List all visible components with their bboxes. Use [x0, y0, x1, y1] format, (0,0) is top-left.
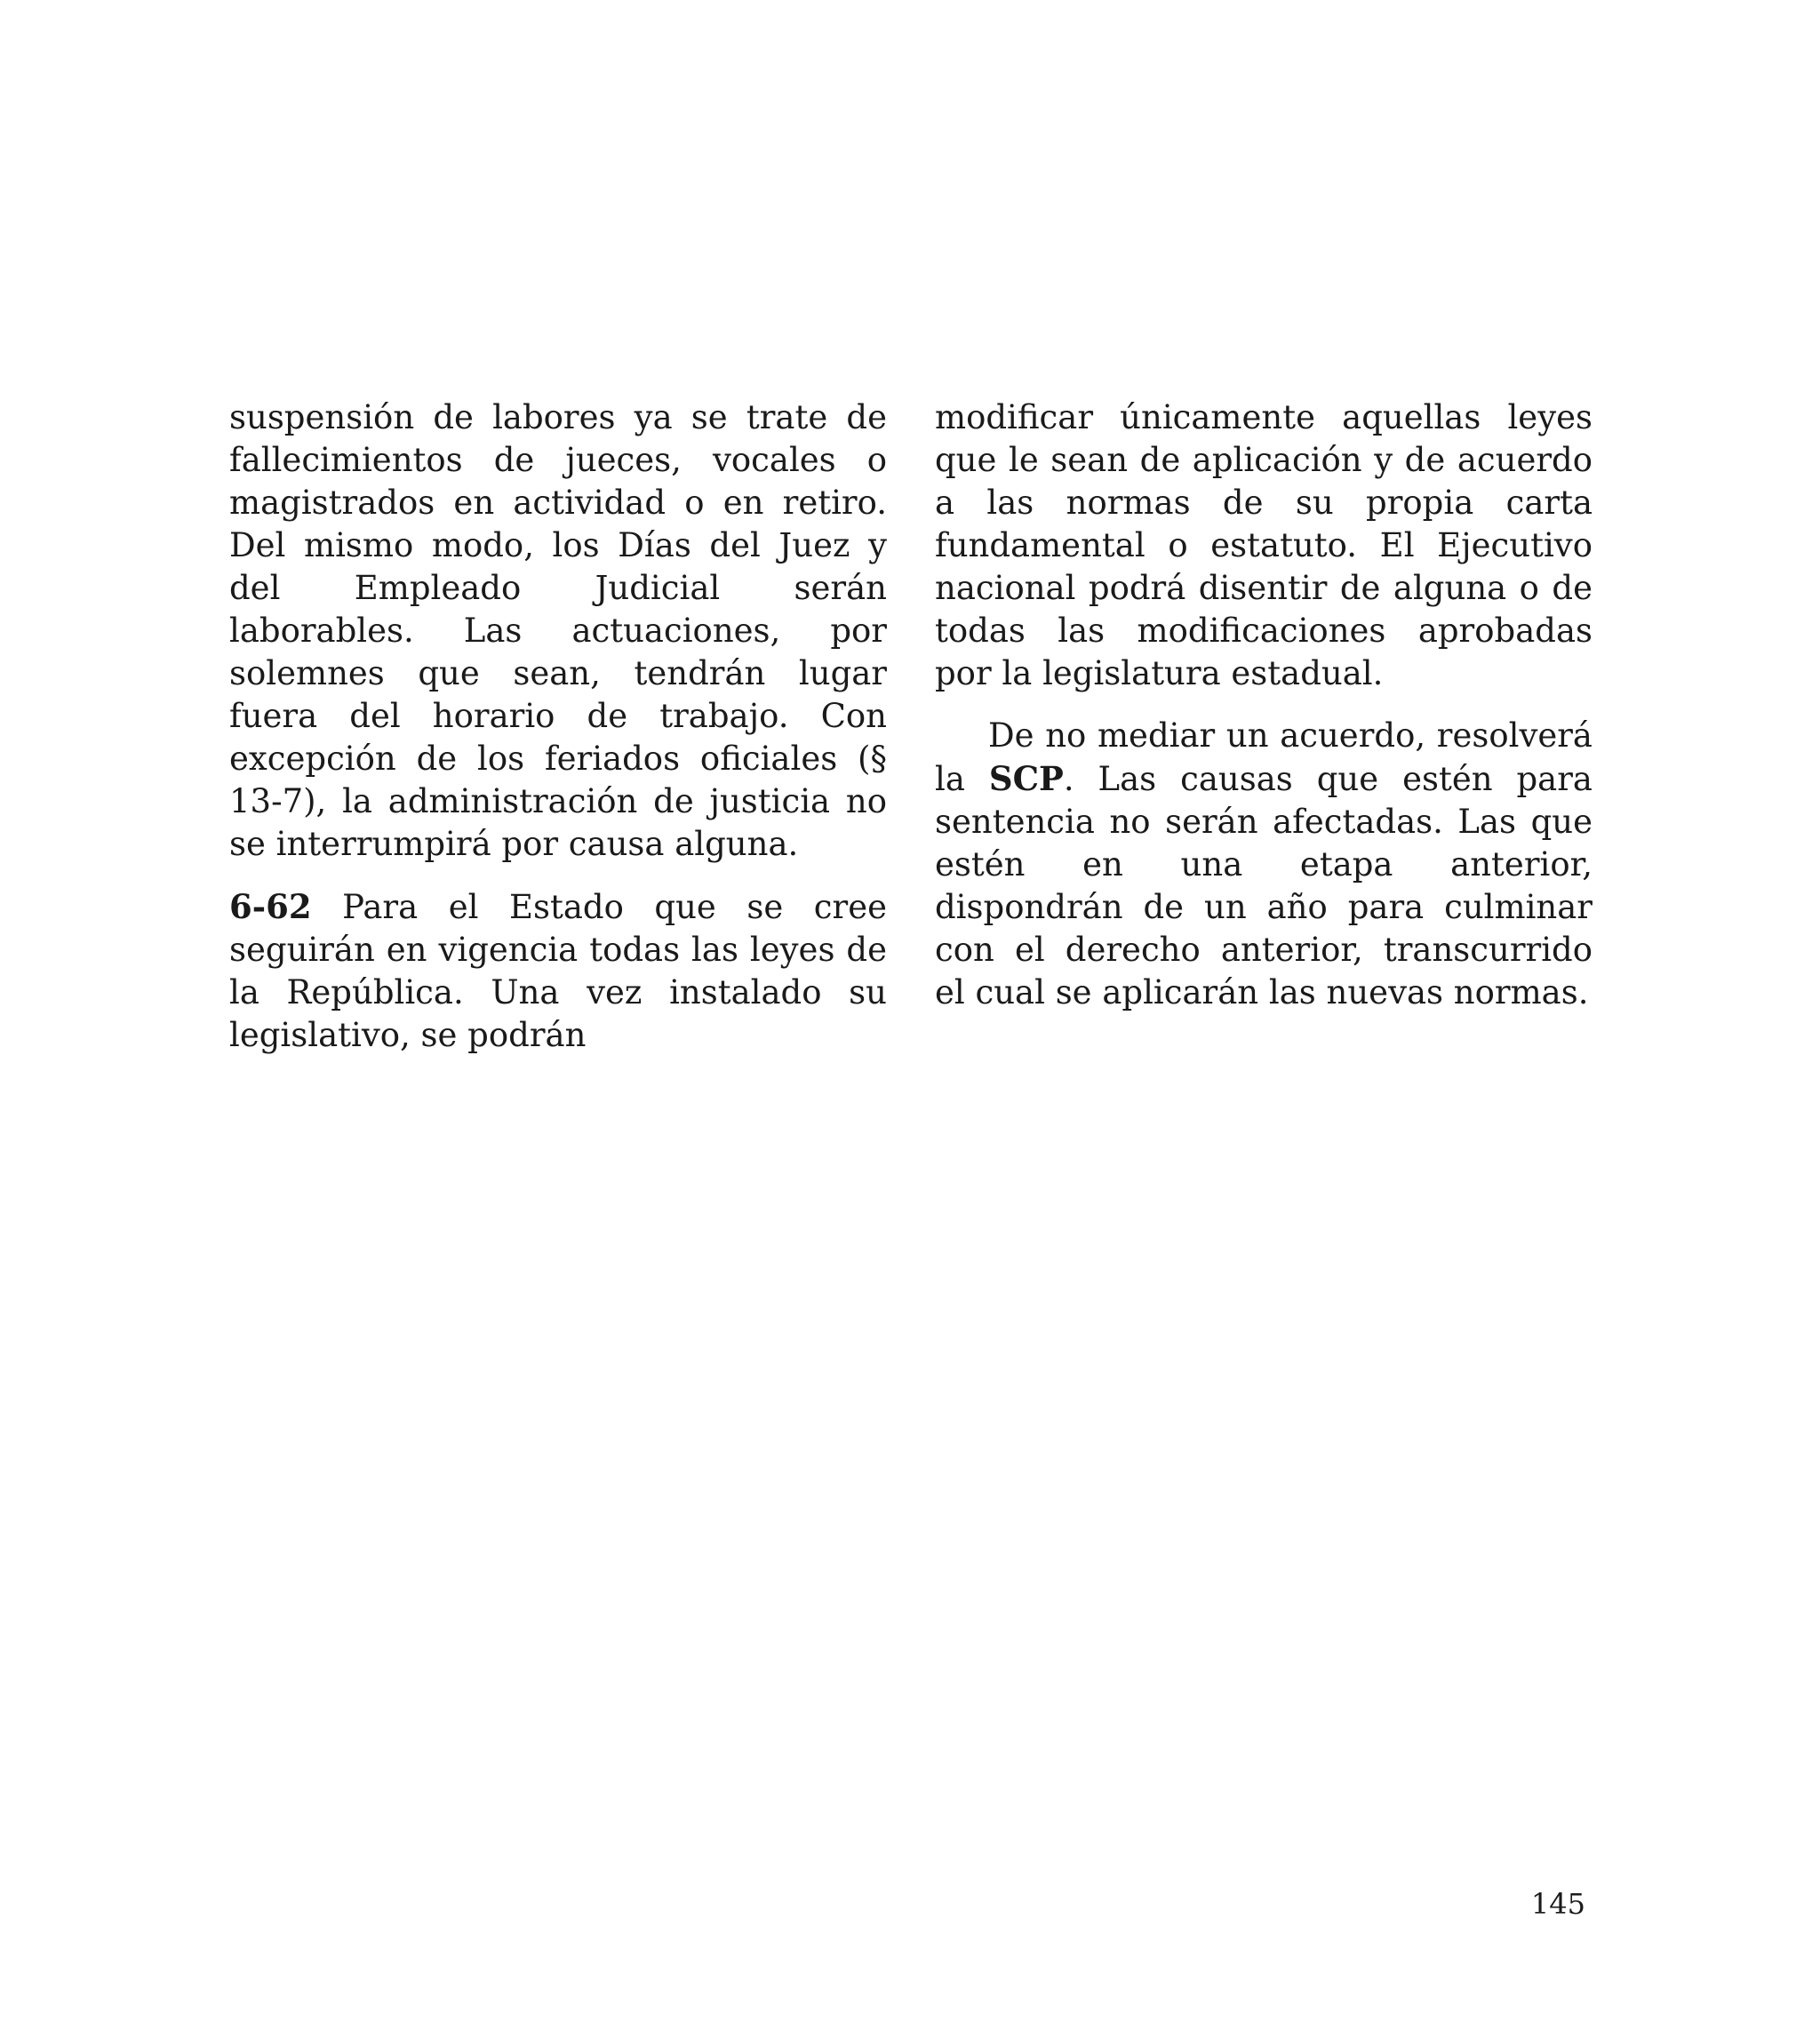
paragraph-section-6-62 [229, 885, 887, 1057]
paragraph-continuation: suspensión de labores ya se trate de fallecimientos de jueces, vocales o magistrados en actividad o en retiro. Del mismo modo, los Días del Juez y del Empleado Judicial serán laborables. Las actuaciones, por solemnes que sean, tendrán lugar fuera del horario de trabajo. Con excepción de los feriados oficiales (§ 13-7), la administración de justicia no se interrumpirá por causa alguna. [229, 398, 887, 863]
paragraph-continued: modificar únicamente aquellas leyes que le sean de aplicación y de acuerdo a las normas de su propia carta fundamental o estatuto. El Ejecutivo nacional podrá disentir de alguna o de todas las modificaciones aprobadas por la legislatura estadual. [935, 398, 1592, 692]
left-column [229, 396, 887, 1057]
right-column [935, 396, 1592, 1014]
paragraph-agreement [935, 715, 1592, 1014]
agreement-text-end: . Las causas que estén para sentencia no serán afectadas. Las que estén en una etapa anterior, dispondrán de un año para culminar con el derecho anterior, transcurrido el cual se aplicarán las nuevas normas. [935, 760, 1592, 1012]
section-text: Para el Estado que se cree seguirán en vigencia todas las leyes de la República. Una vez instalado su legislativo, se podrán [229, 888, 887, 1054]
scp-abbreviation: SCP [988, 759, 1064, 798]
page-number: 145 [1530, 1887, 1585, 1921]
agreement-text-start: De no mediar un acuerdo, resolverá la [935, 716, 1592, 798]
section-number: 6-62 [229, 887, 312, 926]
